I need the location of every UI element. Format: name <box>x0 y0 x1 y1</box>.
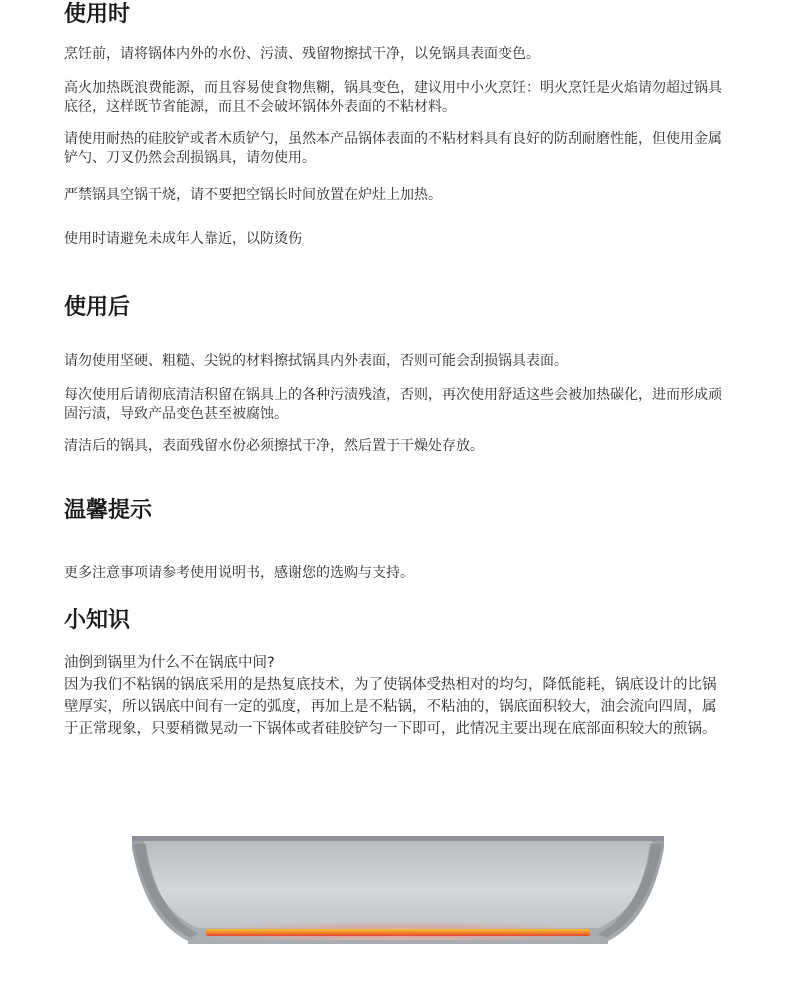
pan-base-plate <box>188 940 608 944</box>
section-title-tips: 温馨提示 <box>64 498 153 523</box>
during-use-paragraph-2: 高火加热既浪费能源，而且容易使食物焦糊，锅具变色，建议用中小火烹饪：明火烹饪是火焰请勿超过锅具底径，这样既节省能源，而且不会破坏锅体外表面的不粘材料。 <box>64 80 722 115</box>
after-use-paragraph-3: 清洁后的锅具，表面残留水份必须擦拭干净，然后置于干燥处存放。 <box>64 438 484 454</box>
section-title-during-use: 使用时 <box>64 2 131 27</box>
frying-pan-cross-section-icon <box>128 830 668 950</box>
during-use-paragraph-3: 请使用耐热的硅胶铲或者木质铲勺，虽然本产品锅体表面的不粘材料具有良好的防刮耐磨性能，但使用金属铲勺、刀叉仍然会刮损锅具，请勿使用。 <box>64 131 722 166</box>
after-use-paragraph-2: 每次使用后请彻底清洁积留在锅具上的各种污渍残渣，否则，再次使用舒适这些会被加热碳化，进而形成顽固污渍，导致产品变色甚至被腐蚀。 <box>64 387 722 422</box>
heated-base <box>206 929 590 936</box>
section-title-knowledge: 小知识 <box>64 608 131 633</box>
during-use-paragraph-4: 严禁锅具空锅干烧，请不要把空锅长时间放置在炉灶上加热。 <box>64 187 442 203</box>
pan-rim <box>132 836 664 841</box>
pan-inner-cavity <box>144 841 652 928</box>
pan-illustration-svg <box>128 830 668 950</box>
during-use-paragraph-1: 烹饪前，请将锅体内外的水份、污渍、残留物擦拭干净，以免锅具表面变色。 <box>64 46 540 62</box>
knowledge-block <box>64 652 726 740</box>
section-title-after-use: 使用后 <box>64 295 131 320</box>
after-use-paragraph-1: 请勿使用坚硬、粗糙、尖锐的材料擦拭锅具内外表面，否则可能会刮损锅具表面。 <box>64 353 568 369</box>
during-use-paragraph-5: 使用时请避免未成年人靠近，以防烫伤 <box>64 231 302 247</box>
tips-paragraph: 更多注意事项请参考使用说明书，感谢您的选购与支持。 <box>64 565 414 581</box>
knowledge-answer: 因为我们不粘锅的锅底采用的是热复底技术，为了使锅体受热相对的均匀，降低能耗，锅底设计的比锅壁厚实，所以锅底中间有一定的弧度，再加上是不粘锅，不粘油的，锅底面积较大，油会流向四周，属于正常现象，只要稍微晃动一下锅体或者硅胶铲匀一下即可，此情况主要出现在底部面积较大的煎锅。 <box>64 677 717 737</box>
knowledge-question: 油倒到锅里为什么不在锅底中间? <box>64 655 275 671</box>
